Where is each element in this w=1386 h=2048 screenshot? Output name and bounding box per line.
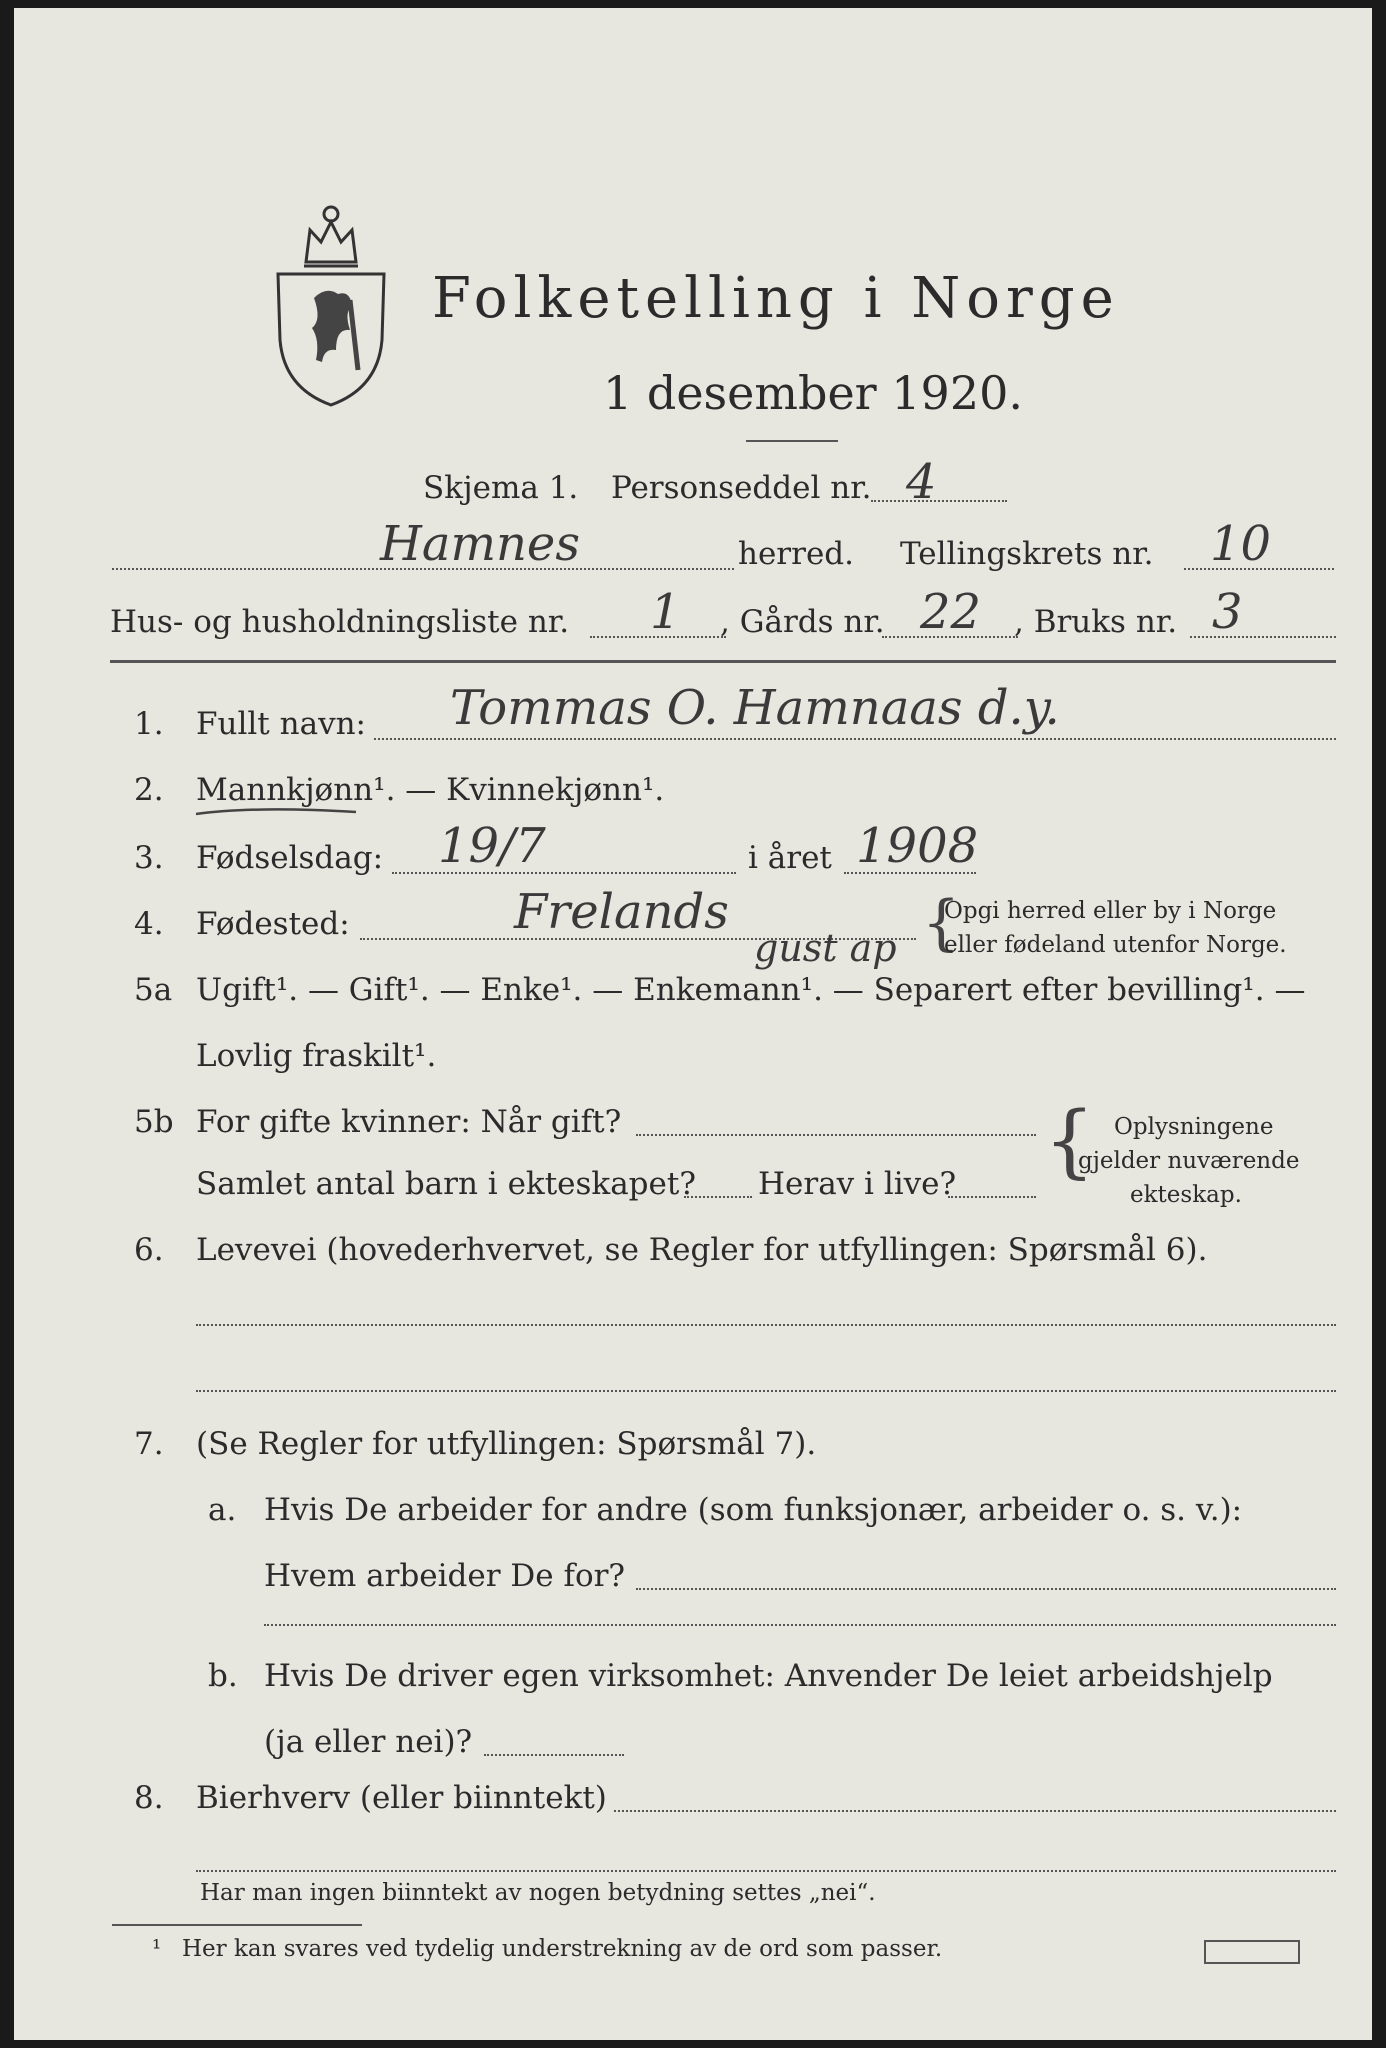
nei-note: Har man ingen biinntekt av nogen betydning settes „nei“. (200, 1880, 876, 1906)
q5b-note-line2: gjelder nuværende (1078, 1148, 1300, 1174)
q8-field-line1[interactable] (614, 1810, 1336, 1812)
q6-field-line1[interactable] (196, 1324, 1336, 1326)
q7b-letter: b. (208, 1658, 238, 1694)
bruks-label: , Bruks nr. (1014, 604, 1178, 640)
footnote-mark: ¹ (152, 1936, 162, 1962)
q5b-children-label: Samlet antal barn i ekteskapet? (196, 1166, 696, 1202)
tellingskrets-label: Tellingskrets nr. (900, 536, 1154, 572)
footnote-text: Her kan svares ved tydelig understrekning av de ord som passer. (182, 1936, 943, 1962)
herred-label: herred. (738, 536, 854, 572)
q5b-note-line1: Oplysningene (1114, 1114, 1274, 1140)
q5a-annotation: gust ap (754, 926, 897, 970)
q5a-options-line1[interactable]: Ugift¹. — Gift¹. — Enke¹. — Enkemann¹. — Separert efter bevilling¹. — (196, 972, 1306, 1008)
q3-year-value: 1908 (856, 818, 979, 874)
herred-value: Hamnes (380, 516, 580, 572)
footnote-divider (112, 1924, 362, 1926)
q5a-options-line2[interactable]: Lovlig fraskilt¹. (196, 1038, 437, 1074)
q5b-married-field[interactable] (636, 1134, 1036, 1136)
q5b-alive-field[interactable] (948, 1196, 1036, 1198)
q8-field-line2[interactable] (196, 1870, 1336, 1872)
q7b-field[interactable] (484, 1754, 624, 1756)
census-form (14, 8, 1372, 2040)
bruks-value: 3 (1212, 584, 1243, 640)
husholdning-label: Hus- og husholdningsliste nr. (110, 604, 570, 640)
q5b-children-field[interactable] (684, 1196, 752, 1198)
q7a-letter: a. (208, 1492, 237, 1528)
q2-number: 2. (134, 772, 164, 808)
q7b-line2: (ja eller nei)? (264, 1724, 473, 1760)
q6-field-line2[interactable] (196, 1390, 1336, 1392)
q2-underline-mark (194, 804, 358, 820)
q8-number: 8. (134, 1780, 164, 1816)
q4-value: Frelands (514, 884, 729, 940)
q4-number: 4. (134, 906, 164, 942)
q1-number: 1. (134, 706, 164, 742)
q5b-note-line3: ekteskap. (1130, 1182, 1242, 1208)
q4-note-line1: Opgi herred eller by i Norge (944, 898, 1277, 924)
q4-brace: { (922, 888, 961, 958)
coat-of-arms-icon (266, 200, 396, 410)
q2-options[interactable]: Mannkjønn¹. — Kvinnekjønn¹. (196, 772, 665, 808)
q7a-line2: Hvem arbeider De for? (264, 1558, 626, 1594)
form-date: 1 desember 1920. (603, 366, 1023, 420)
personseddel-label: Personseddel nr. (611, 470, 872, 506)
q3-value: 19/7 (438, 818, 546, 874)
q5b-line1: For gifte kvinner: Når gift? (196, 1104, 622, 1140)
q1-field[interactable] (374, 738, 1336, 740)
q8-label: Bierhverv (eller biinntekt) (196, 1780, 607, 1816)
personseddel-field[interactable] (871, 500, 1007, 502)
q7b-line1: Hvis De driver egen virksomhet: Anvender De leiet arbeidshjelp (264, 1658, 1273, 1694)
tellingskrets-value: 10 (1210, 516, 1272, 572)
q6-number: 6. (134, 1232, 164, 1268)
skjema-label: Skjema 1. (423, 470, 579, 506)
title-divider (746, 440, 838, 442)
q4-label: Fødested: (196, 906, 350, 942)
husholdning-value: 1 (650, 584, 681, 640)
q7-number: 7. (134, 1426, 164, 1462)
form-title: Folketelling i Norge (432, 266, 1120, 331)
q1-value: Tommas O. Hamnaas d.y. (450, 680, 1060, 736)
q6-label: Levevei (hovederhvervet, se Regler for utfyllingen: Spørsmål 6). (196, 1232, 1208, 1268)
q7a-field-line1[interactable] (636, 1588, 1336, 1590)
q5b-brace: { (1044, 1094, 1095, 1187)
q4-note-line2: eller fødeland utenfor Norge. (944, 932, 1287, 958)
q3-label: Fødselsdag: (196, 840, 384, 876)
q7-label: (Se Regler for utfyllingen: Spørsmål 7). (196, 1426, 817, 1462)
gards-value: 22 (920, 584, 982, 640)
q3-year-label: i året (748, 840, 832, 876)
q5b-alive-label: Herav i live? (758, 1166, 957, 1202)
personseddel-value: 4 (906, 454, 937, 510)
q3-number: 3. (134, 840, 164, 876)
q7a-field-line2[interactable] (264, 1624, 1336, 1626)
printer-stamp (1204, 1940, 1300, 1964)
q5a-number: 5a (134, 972, 173, 1008)
q7a-line1: Hvis De arbeider for andre (som funksjonær, arbeider o. s. v.): (264, 1492, 1243, 1528)
q5b-number: 5b (134, 1104, 174, 1140)
gards-label: , Gårds nr. (720, 604, 885, 640)
q1-label: Fullt navn: (196, 706, 366, 742)
header-separator (110, 660, 1336, 663)
